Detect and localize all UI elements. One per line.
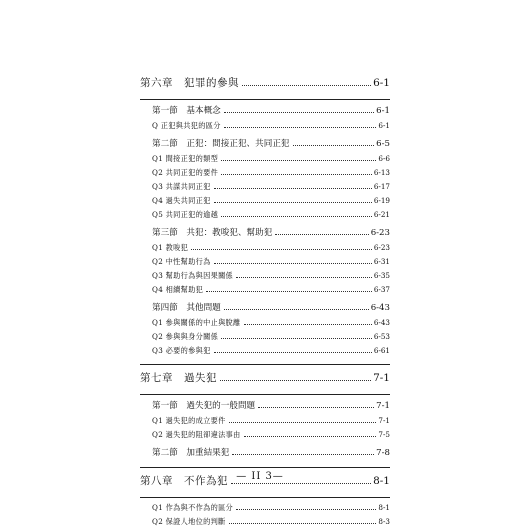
question-title: Q1 間接正犯的類型	[152, 154, 219, 163]
page-number: 6-31	[373, 257, 390, 266]
section-heading	[140, 446, 390, 461]
question-title: Q3 幫助行為與因果關係	[152, 271, 234, 280]
page-number: 6-61	[373, 346, 390, 355]
page-number: 6-43	[370, 303, 390, 313]
dot-leader	[214, 202, 372, 203]
chapter-divider	[140, 99, 390, 100]
question-entry	[140, 316, 390, 330]
dot-leader	[275, 234, 368, 235]
dot-leader	[221, 338, 372, 339]
section-title: 第一節 基本概念	[152, 106, 221, 116]
question-title: Q1 作為與不作為的區分	[152, 503, 234, 512]
page-number: 6-35	[373, 271, 390, 280]
page-number: 7-1	[378, 416, 390, 425]
dot-leader	[244, 436, 377, 437]
chapter-title: 第八章 不作為犯	[140, 475, 228, 487]
dot-leader	[229, 422, 377, 423]
question-entry	[140, 501, 390, 515]
dot-leader	[214, 188, 372, 189]
page-number: 6-13	[373, 168, 390, 177]
page-number: 6-1	[378, 121, 390, 130]
page-number: 6-53	[373, 332, 390, 341]
section-heading	[140, 399, 390, 414]
page-number: 7-1	[373, 372, 390, 384]
dot-leader	[221, 216, 372, 217]
page-number: 6-23	[373, 243, 390, 252]
dot-leader	[224, 112, 374, 113]
question-title: Q2 過失犯的阻卻違法事由	[152, 430, 241, 439]
page-footer: — II 3—	[236, 471, 284, 482]
page-number: 6-1	[373, 77, 390, 89]
page-number: 6-43	[373, 318, 390, 327]
page-number: 6-17	[373, 182, 390, 191]
dot-leader	[242, 85, 371, 86]
question-entry	[140, 414, 390, 428]
question-entry	[140, 241, 390, 255]
page-number: 7-5	[378, 430, 390, 439]
chapter-title: 第六章 犯罪的參與	[140, 77, 239, 89]
page-number: 6-6	[378, 154, 390, 163]
question-entry	[140, 208, 390, 222]
page-number: 6-1	[376, 106, 390, 116]
dot-leader	[229, 523, 377, 524]
dot-leader	[224, 309, 369, 310]
section-heading	[140, 104, 390, 119]
question-title: Q2 參與與身分關係	[152, 332, 219, 341]
question-entry	[140, 194, 390, 208]
section-title: 第一節 過失犯的一般問題	[152, 401, 256, 411]
question-title: Q 正犯與共犯的區分	[152, 121, 221, 130]
page-number: 8-3	[378, 517, 390, 526]
question-entry	[140, 330, 390, 344]
dot-leader	[214, 263, 372, 264]
dot-leader	[258, 407, 374, 408]
question-title: Q1 過失犯的成立要件	[152, 416, 226, 425]
question-title: Q4 相續幫助犯	[152, 285, 204, 294]
page-number: 7-1	[376, 401, 390, 411]
section-heading	[140, 301, 390, 316]
dot-leader	[293, 145, 375, 146]
question-title: Q3 必要的參與犯	[152, 346, 211, 355]
page-number: 8-1	[378, 503, 390, 512]
page-number: 6-37	[373, 285, 390, 294]
page-number: 8-1	[373, 475, 390, 487]
chapter-divider	[140, 497, 390, 498]
dot-leader	[214, 352, 372, 353]
section-title: 第三節 共犯：教唆犯、幫助犯	[152, 228, 273, 238]
dot-leader	[224, 127, 377, 128]
question-title: Q1 教唆犯	[152, 243, 189, 252]
question-title: Q2 保證人地位的判斷	[152, 517, 226, 526]
question-entry	[140, 515, 390, 529]
question-entry	[140, 152, 390, 166]
section-title: 第四節 其他問題	[152, 303, 221, 313]
page-number: 6-23	[370, 228, 390, 238]
question-entry	[140, 283, 390, 297]
question-entry	[140, 344, 390, 358]
chapter-heading	[140, 368, 390, 388]
question-title: Q2 中性幫助行為	[152, 257, 211, 266]
section-heading	[140, 137, 390, 152]
page-number: 7-8	[376, 448, 390, 458]
chapter-divider	[140, 364, 390, 365]
page-number: 6-19	[373, 196, 390, 205]
question-entry	[140, 166, 390, 180]
section-heading	[140, 226, 390, 241]
chapter-heading	[140, 73, 390, 93]
section-title: 第二節 加重結果犯	[152, 448, 230, 458]
question-entry	[140, 428, 390, 442]
dot-leader	[244, 324, 372, 325]
chapter-divider	[140, 394, 390, 395]
question-title: Q1 參與關係的中止與脫離	[152, 318, 241, 327]
question-title: Q3 共謀共同正犯	[152, 182, 211, 191]
dot-leader	[232, 454, 374, 455]
page-number: 6-5	[376, 139, 390, 149]
question-entry	[140, 119, 390, 133]
question-entry	[140, 269, 390, 283]
question-entry	[140, 180, 390, 194]
dot-leader	[236, 509, 376, 510]
question-entry	[140, 255, 390, 269]
dot-leader	[221, 174, 372, 175]
dot-leader	[191, 249, 372, 250]
question-title: Q2 共同正犯的要件	[152, 168, 219, 177]
table-of-contents	[140, 73, 390, 529]
question-title: Q4 過失共同正犯	[152, 196, 211, 205]
chapter-title: 第七章 過失犯	[140, 372, 217, 384]
dot-leader	[236, 277, 372, 278]
question-title: Q5 共同正犯的逾越	[152, 210, 219, 219]
page-number: 6-21	[373, 210, 390, 219]
chapter-divider	[140, 467, 390, 468]
dot-leader	[221, 160, 376, 161]
section-title: 第二節 正犯：間接正犯、共同正犯	[152, 139, 290, 149]
dot-leader	[231, 483, 371, 484]
dot-leader	[206, 291, 372, 292]
dot-leader	[220, 380, 371, 381]
